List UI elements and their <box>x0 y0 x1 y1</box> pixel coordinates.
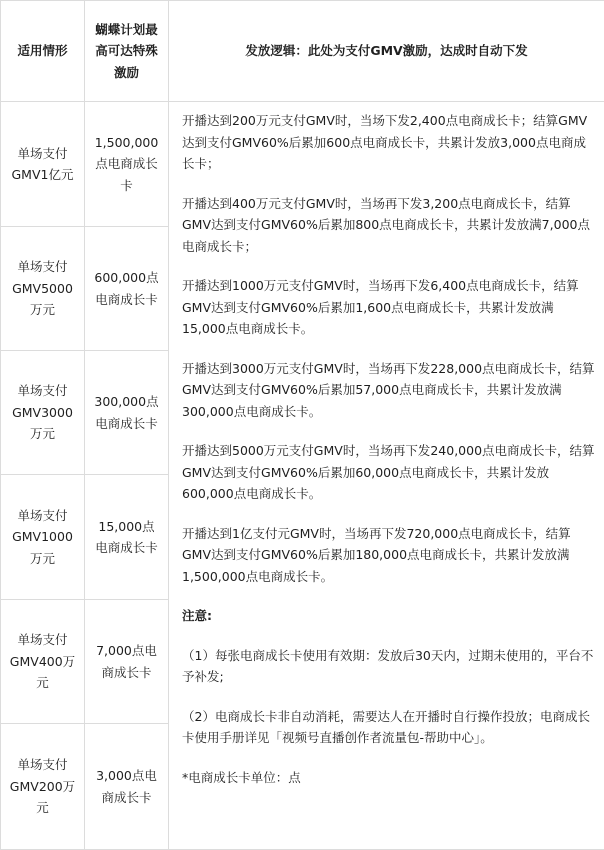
reward-cell: 7,000点电商成长卡 <box>85 600 169 724</box>
scene-cell: 单场支付GMV1000万元 <box>1 475 85 600</box>
rule-text: 开播达到1000万元支付GMV时，当场再下发6,400点电商成长卡，结算GMV达到支付GMV60%后累加1,600点电商成长卡，共累计发放满15,000点电商成长卡。 <box>182 275 595 340</box>
reward-cell: 15,000点电商成长卡 <box>85 475 169 600</box>
unit-note: *电商成长卡单位：点 <box>182 767 595 789</box>
reward-cell: 1,500,000点电商成长卡 <box>85 102 169 227</box>
header-scene: 适用情形 <box>1 1 85 102</box>
note-text: （2）电商成长卡非自动消耗，需要达人在开播时自行操作投放；电商成长卡使用手册详见「视频号直播创作者流量包-帮助中心」。 <box>182 706 595 749</box>
scene-cell: 单场支付GMV5000万元 <box>1 227 85 351</box>
rule-text: 开播达到3000万元支付GMV时，当场再下发228,000点电商成长卡，结算GMV达到支付GMV60%后累加57,000点电商成长卡，共累计发放满300,000点电商成长卡。 <box>182 358 595 423</box>
rule-text: 开播达到1亿支付元GMV时，当场再下发720,000点电商成长卡，结算GMV达到支付GMV60%后累加180,000点电商成长卡，共累计发放满1,500,000点电商成长卡。 <box>182 523 595 588</box>
reward-cell: 600,000点电商成长卡 <box>85 227 169 351</box>
note-title: 注意: <box>182 605 595 627</box>
scene-cell: 单场支付GMV3000万元 <box>1 351 85 475</box>
header-row <box>1 1 604 102</box>
rule-text: 开播达到200万元支付GMV时，当场下发2,400点电商成长卡；结算GMV达到支付GMV60%后累加600点电商成长卡，共累计发放3,000点电商成长卡； <box>182 110 595 175</box>
rule-text: 开播达到5000万元支付GMV时，当场再下发240,000点电商成长卡，结算GMV达到支付GMV60%后累加60,000点电商成长卡，共累计发放600,000点电商成长卡。 <box>182 440 595 505</box>
logic-cell <box>169 102 604 850</box>
scene-cell: 单场支付GMV200万元 <box>1 724 85 850</box>
table-row <box>1 102 604 227</box>
header-reward <box>85 1 169 102</box>
header-reward-text: 蝴蝶计划最高可达特殊激励 <box>91 19 162 84</box>
reward-cell: 3,000点电商成长卡 <box>85 724 169 850</box>
scene-cell: 单场支付GMV400万元 <box>1 600 85 724</box>
reward-cell: 300,000点电商成长卡 <box>85 351 169 475</box>
rule-text: 开播达到400万元支付GMV时，当场再下发3,200点电商成长卡，结算GMV达到支付GMV60%后累加800点电商成长卡，共累计发放满7,000点电商成长卡； <box>182 193 595 258</box>
header-logic: 发放逻辑：此处为支付GMV激励，达成时自动下发 <box>169 1 604 102</box>
scene-cell: 单场支付GMV1亿元 <box>1 102 85 227</box>
note-text: （1）每张电商成长卡使用有效期：发放后30天内，过期未使用的，平台不予补发; <box>182 645 595 688</box>
